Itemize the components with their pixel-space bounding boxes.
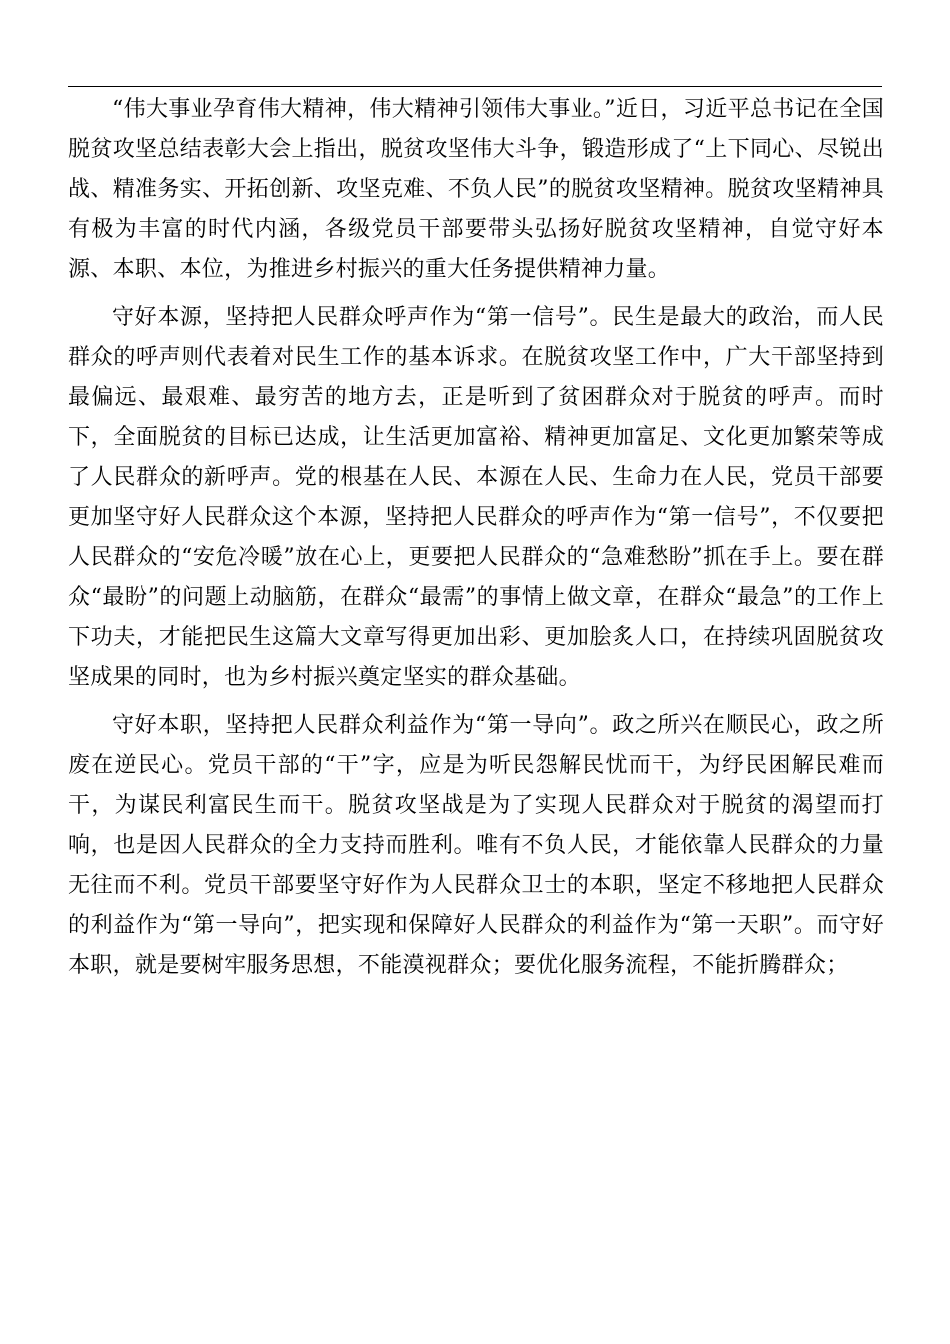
header-rule	[68, 86, 882, 87]
paragraph-intro: “伟大事业孕育伟大精神，伟大精神引领伟大事业。”近日，习近平总书记在全国脱贫攻坚总结表彰大会上指出，脱贫攻坚伟大斗争，锻造形成了“上下同心、尽锐出战、精准务实、开拓创新、攻坚克难、不负人民”的脱贫攻坚精神。脱贫攻坚精神具有极为丰富的时代内涵，各级党员干部要带头弘扬好脱贫攻坚精神，自觉守好本源、本职、本位，为推进乡村振兴的重大任务提供精神力量。	[68, 97, 884, 282]
paragraph-duty: 守好本职，坚持把人民群众利益作为“第一导向”。政之所兴在顺民心，政之所废在逆民心。党员干部的“干”字，应是为听民怨解民忧而干，为纾民困解民难而干，为谋民利富民生而干。脱贫攻坚战是为了实现人民群众对于脱贫的渴望而打响，也是因人民群众的全力支持而胜利。唯有不负人民，才能依靠人民群众的力量无往而不利。党员干部要坚守好作为人民群众卫士的本职，坚定不移地把人民群众的利益作为“第一导向”，把实现和保障好人民群众的利益作为“第一天职”。而守好本职，就是要树牢服务思想，不能漠视群众；要优化服务流程，不能折腾群众；	[68, 713, 884, 978]
document-body	[68, 90, 884, 994]
paragraph-source: 守好本源，坚持把人民群众呼声作为“第一信号”。民生是最大的政治，而人民群众的呼声则代表着对民生工作的基本诉求。在脱贫攻坚工作中，广大干部坚持到最偏远、最艰难、最穷苦的地方去，正是听到了贫困群众对于脱贫的呼声。而时下，全面脱贫的目标已达成，让生活更加富裕、精神更加富足、文化更加繁荣等成了人民群众的新呼声。党的根基在人民、本源在人民、生命力在人民，党员干部要更加坚守好人民群众这个本源，坚持把人民群众的呼声作为“第一信号”，不仅要把人民群众的“安危冷暖”放在心上，更要把人民群众的“急难愁盼”抓在手上。要在群众“最盼”的问题上动脑筋，在群众“最需”的事情上做文章，在群众“最急”的工作上下功夫，才能把民生这篇大文章写得更加出彩、更加脍炙人口，在持续巩固脱贫攻坚成果的同时，也为乡村振兴奠定坚实的群众基础。	[68, 305, 884, 690]
